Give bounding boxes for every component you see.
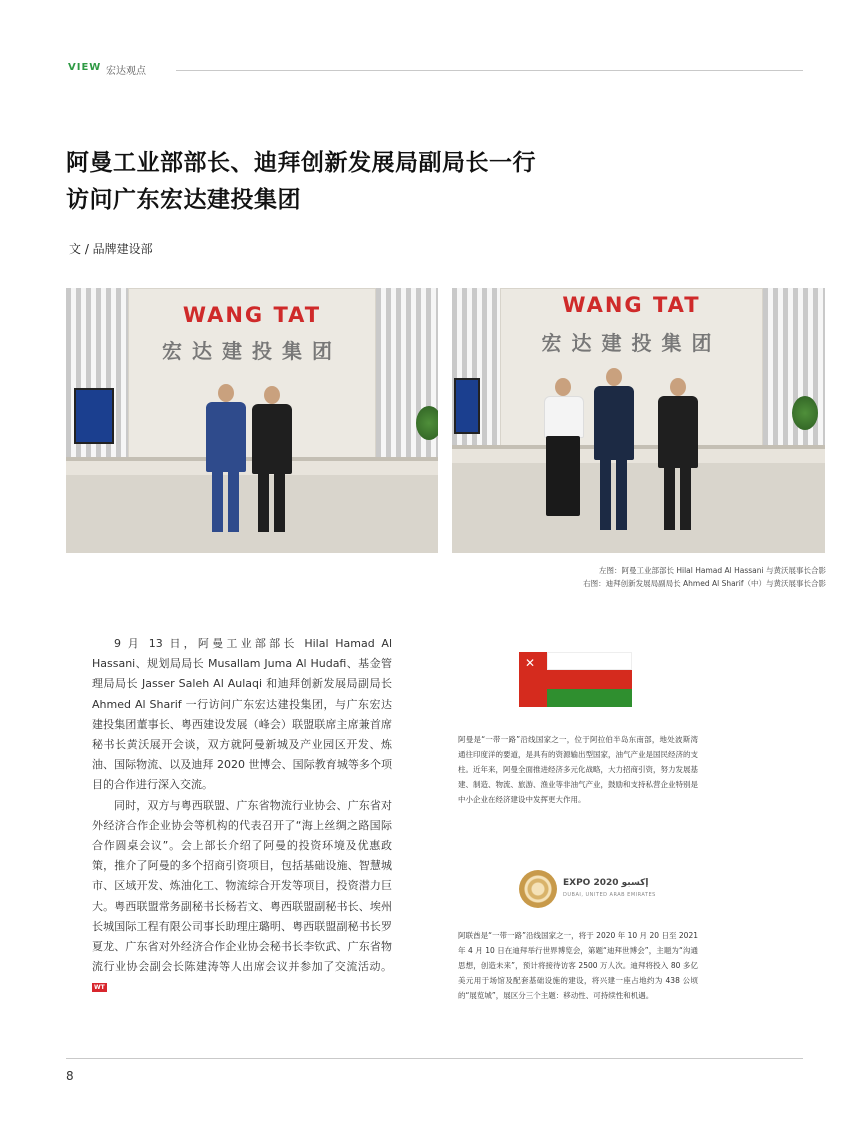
expo-logo-text: EXPO 2020 إكسبو: [563, 878, 649, 888]
article-title-line-2: 访问广东宏达建投集团: [66, 187, 301, 213]
article-body: [92, 634, 392, 998]
display-screen: [454, 378, 480, 434]
wt-end-mark: WT: [94, 983, 105, 991]
paragraph-2: [92, 796, 392, 998]
brand-logo-cn: 宏达建投集团: [162, 339, 342, 363]
paragraph-1: 9 月 13 日，阿曼工业部部长 Hilal Hamad Al Hassani、规划局局长 Musallam Juma Al Hudafi、基金管理局局长 Jasser Saleh Al Aulaqi 和迪拜创新发展局副局长 Ahmed Al Sharif 一行访问广东宏达建投集团，与广东宏达建投集团董事长、粤西建设发展（峰会）联盟联席主席兼首席秘书长黄沃展开会谈，双方就阿曼新城及产业园区开发、炼油、国际物流、以及迪拜 2020 世博会、国际教育城等多个项目的合作进行深入交流。: [92, 637, 392, 792]
plant: [416, 406, 438, 440]
caption-left: 左图：阿曼工业部部长 Hilal Hamad Al Hassani 与黄沃展事长合影: [598, 566, 826, 575]
photo-left: [66, 288, 438, 553]
display-screen: [74, 388, 114, 444]
uae-info: 阿联酋是“一带一路”沿线国家之一，将于 2020 年 10 月 20 日至 2021 年 4 月 10 日在迪拜举行世界博览会，第题“迪拜世博会”，主题为“沟通思想，创造未来”，预计将接待访客 2500 万人次。迪拜将投入 80 多亿美元用于场馆及配套基础设施的建设，将兴建一座占地约为 438 公顷的“展览城”，展区分三个主题：移动性、可持续性和机遇。: [458, 931, 698, 1000]
footer-rule: [66, 1058, 803, 1059]
reception-counter: [452, 445, 825, 553]
byline: 文 / 品牌建设部: [69, 242, 153, 256]
oman-flag-icon: ✕: [519, 652, 632, 707]
brand-logo-en: WANG TAT: [562, 293, 701, 317]
header-rule: [176, 70, 803, 71]
photo-right: [452, 288, 825, 553]
article-title-line-1: 阿曼工业部部长、迪拜创新发展局副局长一行: [66, 150, 536, 176]
expo-logo-subtext: DUBAI, UNITED ARAB EMIRATES: [563, 892, 656, 898]
paragraph-2-text: 同时，双方与粤西联盟、广东省物流行业协会、广东省对外经济合作企业协会等机构的代表召开了“海上丝绸之路国际合作圆桌会议”。会上部长介绍了阿曼的投资环境及优惠政策，推介了阿曼的多个招商引资项目，包括基础设施、智慧城市、区域开发、炼油化工、物流综合开发等项目，投资潜力巨大。粤西联盟常务副秘书长杨若文、粤西联盟副秘书长、埃州长城国际工程有限公司事长助理庄璐明、粤西联盟副秘书长罗夏龙、广东省对外经济合作企业协会秘书长李钦武、广东省物流行业协会副会长陈建涛等人出席会议并参加了交流活动。: [92, 798, 392, 974]
header-category: 宏达观点: [106, 66, 146, 77]
expo-emblem-icon: [519, 870, 557, 908]
plant: [792, 396, 818, 430]
expo-2020-logo: [519, 868, 659, 912]
header-view-label: VIEW: [68, 62, 102, 73]
page-number: 8: [66, 1069, 74, 1083]
brand-logo-cn: 宏达建投集团: [541, 331, 722, 355]
oman-info: 阿曼是“一带一路”沿线国家之一，位于阿拉伯半岛东南部，地处波斯湾通往印度洋的要道，是具有的资源输出型国家，油气产业是国民经济的支柱。近年来，阿曼全面推进经济多元化战略，大力招商引资，努力发展基建、制造、物流、旅游、渔业等非油气产业，鼓励和支持私营企业特别是中小企业在经济建设中发挥更大作用。: [458, 735, 698, 804]
caption-right: 右图：迪拜创新发展局副局长 Ahmed Al Sharif（中）与黄沃展事长合影: [583, 579, 826, 588]
brand-logo-en: WANG TAT: [182, 303, 322, 327]
